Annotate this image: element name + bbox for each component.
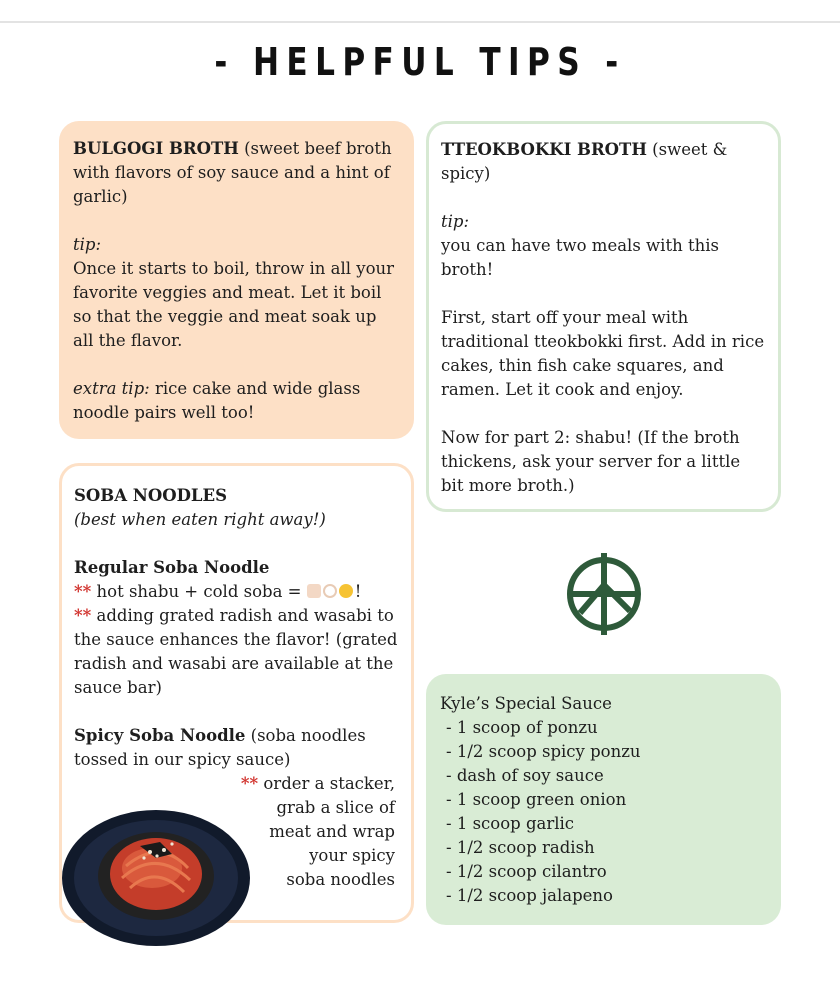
special-sauce-card: [426, 674, 781, 925]
sauce-ingredient-list: [440, 716, 767, 908]
bulgogi-extra-label: extra tip:: [73, 379, 150, 398]
page-title: - HELPFUL TIPS -: [214, 40, 626, 84]
regular-soba-line2: adding grated radish and wasabi to the sauce enhances the flavor! (grated radish and wasabi are available at the sauce bar): [74, 606, 398, 697]
tteokbokki-heading: TTEOKBOKKI BROTH: [441, 140, 647, 159]
ok-hand-icon: [323, 584, 337, 598]
spicy-tip-line: your spicy: [309, 846, 395, 865]
spicy-tip-line: meat and wrap: [269, 822, 395, 841]
list-item: - dash of soy sauce: [446, 766, 604, 785]
top-divider: [0, 21, 840, 23]
bulgogi-extra-text: rice cake and wide glass noodle pairs well too!: [73, 379, 361, 422]
regular-soba-line1-end: !: [354, 582, 362, 601]
regular-soba-line1: hot shabu + cold soba =: [91, 582, 307, 601]
kiss-face-icon: [339, 584, 353, 598]
list-item: - 1 scoop of ponzu: [446, 718, 598, 737]
regular-soba-heading: Regular Soba Noodle: [74, 558, 270, 577]
soba-note: (best when eaten right away!): [74, 510, 326, 529]
bulgogi-subtitle: (sweet beef broth with flavors of soy sauce and a hint of garlic): [73, 139, 392, 206]
tteokbokki-tip-label: tip:: [441, 212, 470, 231]
star-marker: **: [74, 582, 92, 601]
list-item: - 1/2 scoop jalapeno: [446, 886, 613, 905]
spicy-soba-heading: Spicy Soba Noodle: [74, 726, 246, 745]
tteokbokki-subtitle: (sweet & spicy): [441, 140, 728, 183]
green-circle-logo-icon: [564, 551, 644, 637]
list-item: - 1/2 scoop cilantro: [446, 862, 607, 881]
tteokbokki-para2: Now for part 2: shabu! (If the broth thickens, ask your server for a little bit more broth.): [441, 428, 741, 495]
bulgogi-heading: BULGOGI BROTH: [73, 139, 239, 158]
tteokbokki-tip-text: you can have two meals with this broth!: [441, 236, 719, 279]
list-item: - 1/2 scoop radish: [446, 838, 595, 857]
list-item: - 1 scoop garlic: [446, 814, 575, 833]
star-marker: **: [74, 606, 92, 625]
spicy-tip-line: grab a slice of: [276, 798, 395, 817]
bulgogi-tip-text: Once it starts to boil, throw in all your favorite veggies and meat. Let it boil so that the veggie and meat soak up all the flavor.: [73, 259, 395, 350]
thumbs-up-icon: [307, 584, 321, 598]
sauce-heading: Kyle’s Special Sauce: [440, 694, 612, 713]
tteokbokki-broth-card: [426, 121, 781, 512]
list-item: - 1 scoop green onion: [446, 790, 627, 809]
bulgogi-tip-label: tip:: [73, 235, 102, 254]
bulgogi-broth-card: [59, 121, 414, 439]
star-marker: **: [240, 774, 259, 793]
spicy-soba-noodle-photo: [60, 808, 252, 948]
spicy-tip-line: order a stacker,: [258, 774, 395, 793]
tteokbokki-para1: First, start off your meal with traditional tteokbokki first. Add in rice cakes, thin fish cake squares, and ramen. Let it cook and enjoy.: [441, 308, 765, 399]
soba-heading: SOBA NOODLES: [74, 486, 228, 505]
spicy-soba-desc: (soba noodles tossed in our spicy sauce): [74, 726, 366, 769]
list-item: - 1/2 scoop spicy ponzu: [446, 742, 641, 761]
spicy-tip-line: soba noodles: [286, 870, 395, 889]
